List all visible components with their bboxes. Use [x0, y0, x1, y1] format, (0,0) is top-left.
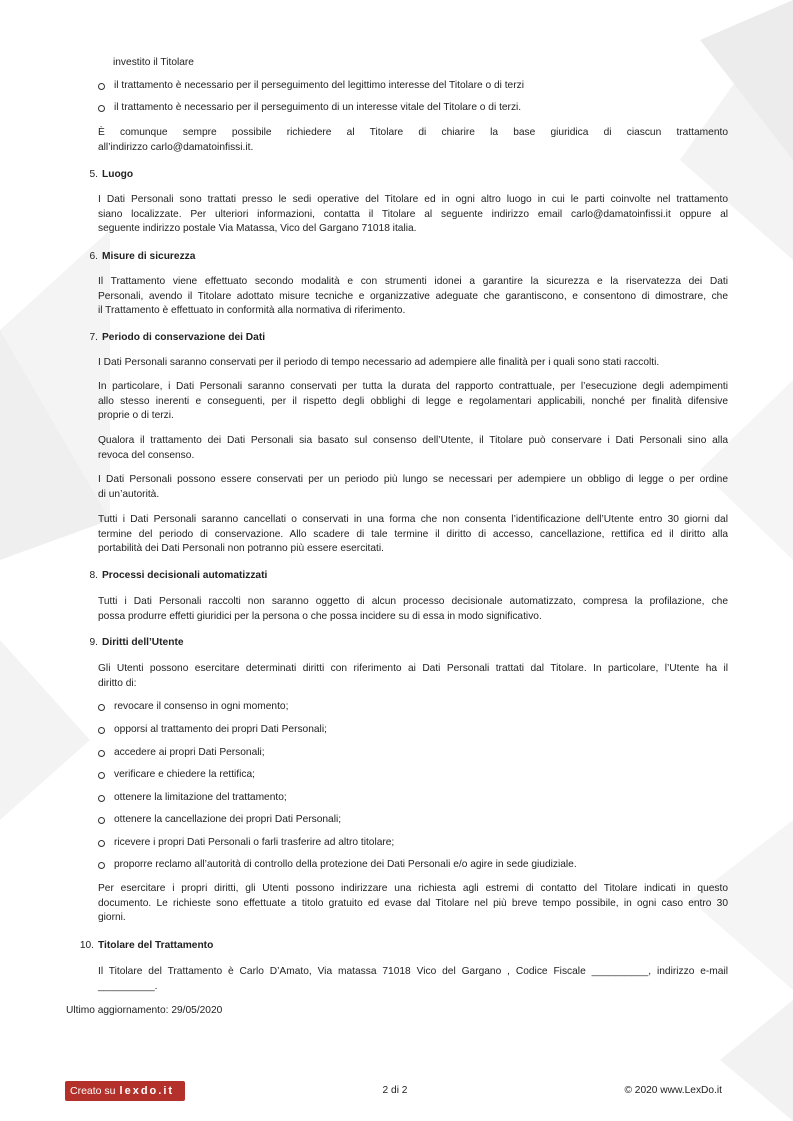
continuation-text: investito il Titolare: [113, 57, 194, 68]
bullet-icon: [98, 862, 105, 869]
paragraph: I Dati Personali sono trattati presso le sedi operative del Titolare ed in ogni altro luogo in cui le parti coinvolte nel trattamento siano localizzate. Per ulteriori informazioni, contatta il Titolare al seguente indirizzo email carlo@damatoinfissi.it oppure al seguente indirizzo postale Via Matassa, Vico del Gargano 71018 italia.: [98, 194, 728, 235]
list-item: il trattamento è necessario per il perseguimento di un interesse vitale del Titolare o di terzi.: [98, 101, 521, 116]
list-item: il trattamento è necessario per il perseguimento del legittimo interesse del Titolare o di terzi: [98, 79, 524, 94]
section-heading: 6. Misure di sicurezza: [89, 251, 196, 262]
list-item: ottenere la cancellazione dei propri Dati Personali;: [98, 813, 341, 828]
paragraph: Il Trattamento viene effettuato secondo modalità e con strumenti idonei a garantire la sicurezza e la riservatezza dei Dati Personali, avendo il Titolare adottato misure tecniche e organizzative adeguate che garantiscono, e consentono di dimostrare, che il Trattamento è effettuato in conformità alla normativa di riferimento.: [98, 276, 728, 317]
paragraph: Il Titolare del Trattamento è Carlo D’Amato, Via matassa 71018 Vico del Gargano , Codice Fiscale __________, indirizzo e-mail __________.: [98, 966, 728, 992]
section-heading: 5. Luogo: [89, 169, 134, 180]
paragraph: Per esercitare i propri diritti, gli Utenti possono indirizzare una richiesta agli estremi di contatto del Titolare indicati in questo documento. Le richieste sono effettuate a titolo gratuito ed evase dal Titolare nel più breve tempo possibile, in ogni caso entro 30 giorni.: [98, 883, 728, 924]
paragraph: Tutti i Dati Personali raccolti non saranno oggetto di alcun processo decisionale automatizzato, compresa la profilazione, che possa produrre effetti giuridici per la persona o che possa incidere su di essa in modo significativo.: [98, 596, 728, 622]
copyright: © 2020 www.LexDo.it: [624, 1085, 722, 1096]
section-heading: 9. Diritti dell’Utente: [89, 637, 184, 648]
paragraph: Gli Utenti possono esercitare determinati diritti con riferimento ai Dati Personali trattati dal Titolare. In particolare, l’Utente ha il diritto di:: [98, 663, 728, 689]
bullet-icon: [98, 83, 105, 90]
paragraph: I Dati Personali saranno conservati per il periodo di tempo necessario ad adempiere alle finalità per i quali sono stati raccolti.: [98, 357, 660, 368]
section-heading: 8. Processi decisionali automatizzati: [89, 570, 268, 581]
bullet-icon: [98, 704, 105, 711]
paragraph: È comunque sempre possibile richiedere al Titolare di chiarire la base giuridica di ciascun trattamento all’indirizzo carlo@damatoinfissi.it.: [98, 127, 728, 153]
bullet-icon: [98, 817, 105, 824]
list-item: opporsi al trattamento dei propri Dati Personali;: [98, 723, 327, 738]
bullet-icon: [98, 727, 105, 734]
page-number: 2 di 2: [382, 1085, 408, 1096]
bullet-icon: [98, 772, 105, 779]
list-item: proporre reclamo all’autorità di controllo della protezione dei Dati Personali e/o agire in sede giudiziale.: [98, 858, 577, 873]
section-heading: 10. Titolare del Trattamento: [79, 940, 214, 951]
list-item: ricevere i propri Dati Personali o farli trasferire ad altro titolare;: [98, 836, 394, 851]
paragraph: I Dati Personali possono essere conservati per un periodo più lungo se necessari per adempiere un obbligo di legge o per ordine di un’autorità.: [98, 474, 728, 500]
lexdo-badge[interactable]: Creato su lexdo.it: [65, 1081, 185, 1101]
paragraph: Qualora il trattamento dei Dati Personali sia basato sul consenso dell’Utente, il Titolare può conservare i Dati Personali sino alla revoca del consenso.: [98, 435, 728, 461]
bullet-icon: [98, 795, 105, 802]
paragraph: Tutti i Dati Personali saranno cancellati o conservati in una forma che non consenta l’identificazione dell’Utente entro 30 giorni dal termine del periodo di conservazione. Allo scadere di tale termine il diritto di accesso, cancellazione, rettifica ed il diritto alla portabilità dei Dati Personali non potranno più essere esercitati.: [98, 514, 728, 555]
list-item: ottenere la limitazione del trattamento;: [98, 791, 287, 806]
bullet-icon: [98, 105, 105, 112]
last-updated: Ultimo aggiornamento: 29/05/2020: [66, 1005, 223, 1016]
section-heading: 7. Periodo di conservazione dei Dati: [89, 332, 266, 343]
paragraph: In particolare, i Dati Personali saranno conservati per tutta la durata del rapporto contrattuale, per l’esecuzione degli adempimenti allo stesso inerenti e conseguenti, per il rispetto degli obblighi di legge e regolamentari applicabili, nonché per finalità difensive proprie o di terzi.: [98, 381, 728, 422]
list-item: revocare il consenso in ogni momento;: [98, 700, 288, 715]
bullet-icon: [98, 750, 105, 757]
list-item: verificare e chiedere la rettifica;: [98, 768, 255, 783]
bullet-icon: [98, 840, 105, 847]
list-item: accedere ai propri Dati Personali;: [98, 746, 265, 761]
